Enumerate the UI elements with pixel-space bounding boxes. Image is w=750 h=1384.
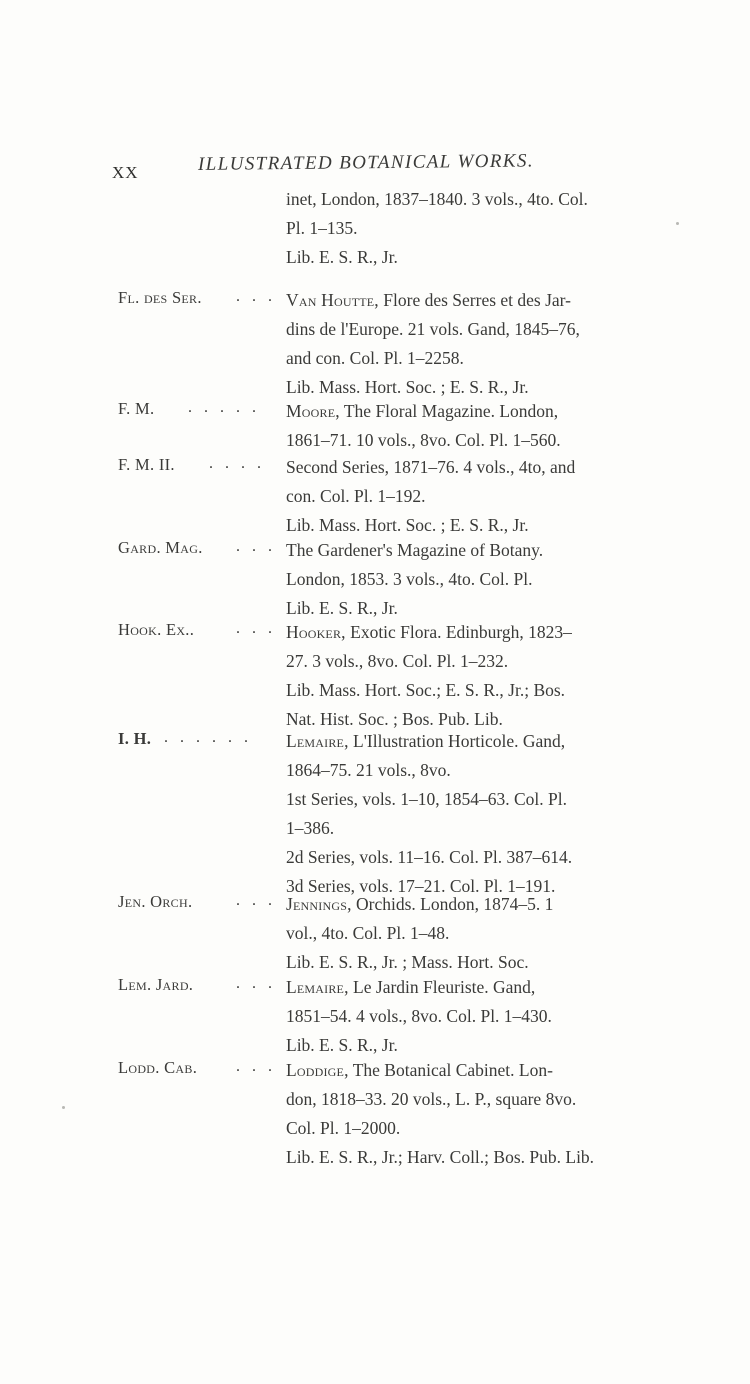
entry-line: Nat. Hist. Soc. ; Bos. Pub. Lib. [286,709,503,729]
entry-line-text: Orchids. London, 1874–5. 1 [351,894,554,914]
entry-line: Second Series, 1871–76. 4 vols., 4to, and [286,457,576,477]
entry-author: Hooker, [286,622,346,642]
entry-line [286,286,646,314]
page-number: XX [112,163,139,182]
entry-author: Loddige, [286,1060,349,1080]
entry-author: Lemaire, [286,731,349,751]
entry-line [286,727,646,755]
paper-speck [676,222,679,225]
entry-line [286,973,646,1001]
dot-leader: . . . . [209,455,265,472]
entry-line: and con. Col. Pl. 1–2258. [286,348,464,368]
entry-abbreviation: F. M. II. [118,455,175,474]
dot-leader: . . . [236,288,276,305]
entry-line: dins de l'Europe. 21 vols. Gand, 1845–76, [286,319,580,339]
dot-leader: . . . [236,975,276,992]
entry-line-text: Le Jardin Fleuriste. Gand, [348,977,536,997]
entry-abbreviation: F. M. [118,399,155,418]
entry-line-text: L'Illustration Horticole. Gand, [348,731,566,751]
entry-line: Lib. E. S. R., Jr. [286,598,398,618]
entry-line-text: The Floral Magazine. London, [339,401,559,421]
entry-abbreviation: Jen. Orch. [118,892,193,911]
entry-abbreviation: Fl. des Ser. [118,288,202,307]
entry-abbreviation: Gard. Mag. [118,538,203,557]
entry-line: Lib. E. S. R., Jr. ; Mass. Hort. Soc. [286,952,529,972]
entry-line [286,1056,646,1084]
dot-leader: . . . [236,892,276,909]
entry-line: 1851–54. 4 vols., 8vo. Col. Pl. 1–430. [286,1006,552,1026]
dot-leader: . . . [236,1058,276,1075]
entry-author: Van Houtte, [286,290,379,310]
dot-leader: . . . [236,538,276,555]
entry-author: Jennings, [286,894,352,914]
entry-line: 1861–71. 10 vols., 8vo. Col. Pl. 1–560. [286,430,561,450]
entry-author: Lemaire, [286,977,349,997]
page-header [112,150,672,190]
entry-abbreviation: I. H. [118,729,152,748]
entry-line [286,890,646,918]
entry-line: Lib. Mass. Hort. Soc. ; E. S. R., Jr. [286,515,529,535]
running-title: ILLUSTRATED BOTANICAL WORKS. [197,150,535,175]
dot-leader: . . . [236,620,276,637]
entry-line: vol., 4to. Col. Pl. 1–48. [286,923,450,943]
dot-leader: . . . . . [188,399,260,416]
entry-line: don, 1818–33. 20 vols., L. P., square 8vo. [286,1089,577,1109]
entry-author: Moore, [286,401,340,421]
entry-line-text: The Botanical Cabinet. Lon- [348,1060,553,1080]
entry-line: Lib. Mass. Hort. Soc.; E. S. R., Jr.; Bos. [286,680,566,700]
entry-line: 3d Series, vols. 17–21. Col. Pl. 1–191. [286,876,556,896]
entry-abbreviation: Lodd. Cab. [118,1058,198,1077]
entry-line: Col. Pl. 1–2000. [286,1118,401,1138]
entry-line: London, 1853. 3 vols., 4to. Col. Pl. [286,569,533,589]
entry-line: Lib. E. S. R., Jr. [286,1035,398,1055]
entry-line: Lib. Mass. Hort. Soc. ; E. S. R., Jr. [286,377,529,397]
entry-line: inet, London, 1837–1840. 3 vols., 4to. Col. [286,189,588,209]
entry-line-text: Exotic Flora. Edinburgh, 1823– [345,622,572,642]
paper-speck [62,1106,65,1109]
entry-line: Lib. E. S. R., Jr.; Harv. Coll.; Bos. Pub. Lib. [286,1147,595,1167]
dot-leader: . . . . . . [164,729,252,746]
entry-line-text: Flore des Serres et des Jar- [378,290,571,310]
entry-line: Lib. E. S. R., Jr. [286,247,398,267]
entry-line: 1–386. [286,818,335,838]
entry-line: 2d Series, vols. 11–16. Col. Pl. 387–614. [286,847,573,867]
entry-line: Pl. 1–135. [286,218,358,238]
entry-abbreviation: Hook. Ex.. [118,620,195,639]
entry-line: con. Col. Pl. 1–192. [286,486,426,506]
entry-line: The Gardener's Magazine of Botany. [286,540,544,560]
entry-line: 1864–75. 21 vols., 8vo. [286,760,451,780]
entry-line: 1st Series, vols. 1–10, 1854–63. Col. Pl. [286,789,567,809]
entry-line [286,397,646,425]
entry-line: 27. 3 vols., 8vo. Col. Pl. 1–232. [286,651,509,671]
entry-abbreviation: Lem. Jard. [118,975,194,994]
entry-line [286,618,646,646]
